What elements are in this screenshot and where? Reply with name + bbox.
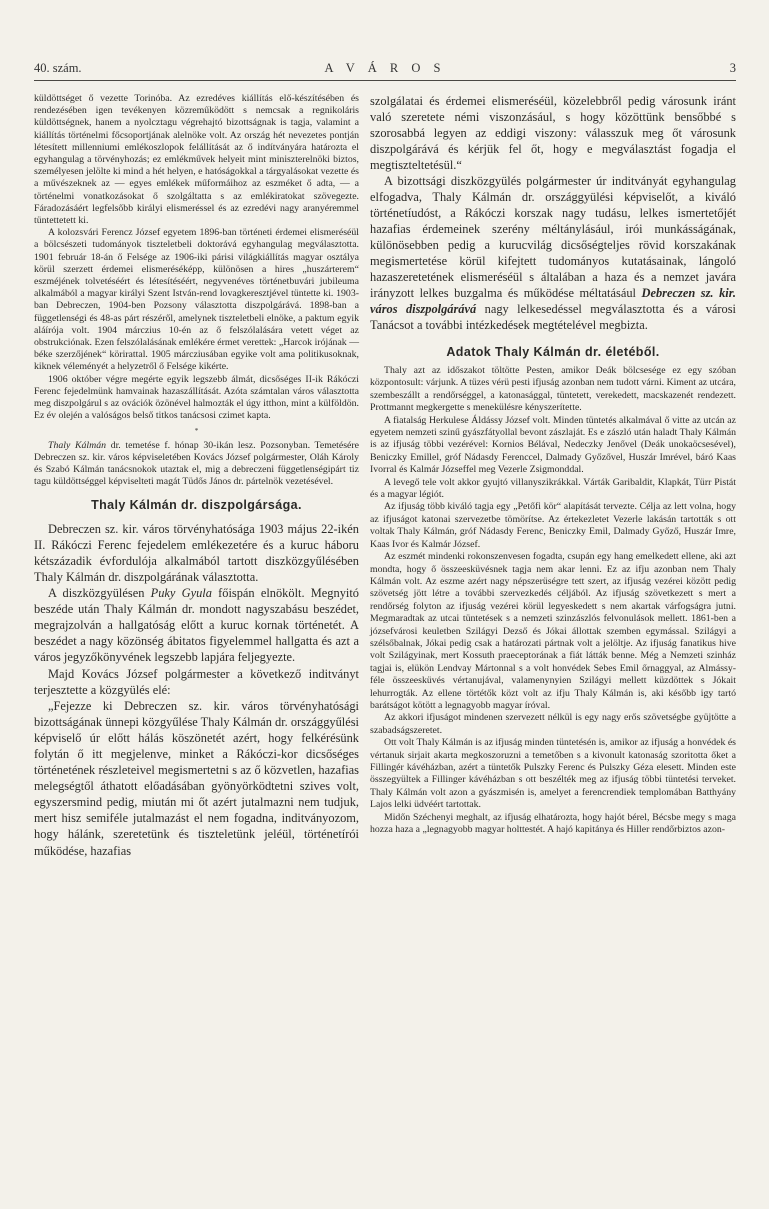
life-paragraph-3: A levegő tele volt akkor gyujtó villanyszikrákkal. Várták Garibaldit, Klapkát, Türr Pistát és a magyar légiót. — [370, 476, 736, 501]
page-number: 3 — [729, 61, 736, 75]
left-paragraph-6: Majd Kovács József polgármester a következő inditványt terjesztette a közgyülés elé: — [34, 666, 359, 697]
death-notice — [34, 440, 359, 489]
life-paragraph-5: Az eszmét mindenki rokonszenvesen fogadta, csupán egy hang emelkedett ellene, aki azt mondta, hogy ő összeesküvésnek tagja nem akar lenni. Ez az ifju azonban nem Thaly Kálmán volt. Az eszme azért nagy népszerüségre tett szert, az ifjuság vezérei között pedig szövetség jött létre a további szervezkedés céljából. Az ifjuság szövetkezett s mert a rendőrség folyton az ifjuság vezérei körül legyeskedett s nem akartak várfogságra jutni. Megmaradtak az utcai tüntetések s a nemzeti szinzászlós felvonulások mellett. 1861-ben a józsefvárosi keuletben Szilágyi Dezső és Jókai állottak szemben egymással. Szilágyi a szélsőbalnak, Jókai pedig csak a határozati pártnak volt a jelöltje. Az ifjuság fanatikus hive volt Szilágyinak, mert Kossuth praeceptorának a fiát látták benne. Még a Nemzeti szinház tagjai is, elükön Lendvay Mártonnal s a volt honvédek Sebes Emil őrnaggyal, az Almássy-féle összeesküvés vértanujával, valamenynyien Szilágyi mellett küzdöttek s Jókait lehurrogták. Az ellene törtétők közt volt az ifju Thaly Kálmán is, aki később igy tartó barátságot kötött a legnagyobb magyar íróval. — [370, 551, 736, 711]
section-heading-life-data: Adatok Thaly Kálmán dr. életéből. — [446, 345, 660, 359]
left-paragraph-5-start: A diszközgyülésen — [48, 586, 145, 601]
section-heading-honorary-citizenship: Thaly Kálmán dr. diszpolgársága. — [91, 497, 302, 512]
issue-number: 40. szám. — [34, 61, 82, 75]
right-paragraph-2-start: A bizottsági diszközgyülés polgármester úr inditványát egyhangulag elfogadva, Thaly Kálmán dr. országgyülési képviselőt, a kiváló történetíudóst, a Rákóczi korszak nagy tudásu, lelkes ismertetőjét hazafias érdemeinek szerény méltánylásául, irói munkásságának, különösebben pedig a kurucvilág dicsőségteljes rövid korszakának megismertetése körül kifejtett tudományos kutatásainak, lángoló hazaszeretetének elismeréséül s általában a haza és a nemzet javára irányzott lelkes buzgalma és működése méltatásául — [370, 174, 736, 300]
section-separator: * — [194, 427, 199, 436]
honorary-citizen-title: Debreczen sz. kir. város diszpolgárává — [370, 286, 736, 316]
right-paragraph-1: szolgálatai és érdemei elismeréséül, közelebbről pedig városunk iránt való szeretete némi viszonzásául, s hogy közöttünk bensőbbé s szorosabbá legyen az eddigi viszony: válasszuk meg őt városunk diszpolgárává és kérjük fel őt, hogy e megválasztást fogadja el megtiszteltetésül.“ — [370, 94, 736, 172]
death-notice-name: Thaly Kálmán — [48, 439, 107, 451]
left-column — [34, 93, 359, 859]
life-paragraph-6: Az akkori ifjuságot mindenen szervezett nélkül is egy nagy erős szövetségbe gyüjtötte a szabadságszeretet. — [370, 712, 736, 736]
life-paragraph-1: Thaly azt az időszakot töltötte Pesten, amikor Deák bölcsesége ez egy szóban központosult: várjunk. A tüzes vérü pesti ifjuság azonban nem tudott várni. Kiment az utcára, szembeszállt a rendőrséggel, a katonasággal, tüntetett, verekedett, macskazenét rendezett. Prottmannt megkergette s menekülésre kényszerítette. — [370, 365, 736, 414]
newspaper-title: A V Á R O S — [324, 61, 446, 75]
right-column — [370, 93, 736, 836]
life-paragraph-8: Midőn Széchenyi meghalt, az ifjuság elhatározta, hogy hajót bérel, Bécsbe megy s maga hozza haza a „legnagyobb magyar holttestét. A hajó kapitánya és Hiller rendőrbiztos azon- — [370, 811, 736, 836]
life-paragraph-7: Ott volt Thaly Kálmán is az ifjuság minden tüntetésén is, amikor az ifjuság a honvédek és vértanuk sirjait akarta megkoszoruzni a temetőben s a kivonult katonaság szoritotta őket a Fillingér kávéházban, azért a tüntetők Pulszky Ferenc és Pulszky Géza elesett. Minden este összegyültek a Fillinger kávéházban s ott beszélték meg az ifjuság többi tüntetési terveket. Thaly Kálmán volt azon a gyászmisén is, amelyet a ferencrendiek templomában Batthyány Lajos lelki üdvéért tartottak. — [370, 737, 736, 811]
left-paragraph-5-rest: főispán elnökölt. Megnyitó beszéde után Thaly Kálmán dr. mondott nagyszabásu beszédet, megrajzolván a hallgatóság előtt a kuruc kornak történetét. A beszédet a nagy közönség ábitatos figyelemmel hallgatta és azt a város jegyzőkönyvének legszebb lapjára feljegyezte. — [34, 586, 359, 665]
life-paragraph-2: A fiatalság Herkulese Áldássy József volt. Minden tüntetés alkalmával ő vitte az utcán az egyetem nemzeti szinű gyászfátyollal bevont zászlaját. Es e zászló után haladt Thaly Kálmán is az ifjuság többi vezérével: Kornios Bélával, Nedeczky Jenővel (Deák unokaöcsesével), Beniczky Emillel, gróf Nádasdy Ferenccel, Dalmady Győzővel, Huszár Imrével, báró Kaas Ivorral és Kalmár Józseffel meg Vezerle Zsigmonddal. — [370, 414, 736, 476]
page-header — [34, 58, 736, 81]
death-notice-text: dr. temetése f. hónap 30-ikán lesz. Pozsonyban. Temetésére Debreczen sz. kir. város képviseletében Kovács József polgármester, Oláh Károly és Szabó Kálmán tanácsnokok utaztak el, mig a debreczeni függetlenségipárt tiz tagu küldöttséggel képviselteti magát Tüdős János dr. pártelnök vezetésével. — [34, 439, 360, 488]
left-paragraph-4: Debreczen sz. kir. város törvényhatósága 1903 május 22-ikén II. Rákóczi Ferenc fejedelem emlékezetére és a kuruc háboru kétszázadik évfordulója alkalmából tartott diszközgyűlésében Thaly Kálmán dr. diszpolgárának választotta. — [34, 521, 359, 584]
right-paragraph-2 — [370, 173, 736, 333]
left-paragraph-1: küldöttséget ő vezette Torinóba. Az ezredéves kiállítás elő-készítésében és rendezésében igen tevékenyen közreműködött s nemcsak a regnikoláris küldöttségnek, hanem a nyolcztagu végrehajtó bizottságnak is tagja, valamint a kiállítás történelmi főcsoportjának alelnöke volt. Az ország hét nevezetes pontján létesített millenniumi emlékoszlopok felállítását az ő indítványára határozta el egyhangulag a törvényhozás; ez emlékművek helyeit mint miniszterelnöki biztos, személyesen jelölte ki mind a hét helyen, e hatóságokkal a tárgyalásokat vezette és a művészeknek az — egyes emlékek műformáihoz az eszméket ő adta, — a történelmi vonatkozásokat ő szolgáltatta s az emlékiratokat szövegezte. Fáradozásáért legfelsőbb királyi elismeréssel és az ezredévi nagy aranyéremmel tüntettetett ki. — [34, 93, 359, 227]
left-paragraph-2: A kolozsvári Ferencz József egyetem 1896-ban történeti érdemei elismeréséül a bölcsészeti tudományok tiszteletbeli doktorává egyhangulag megválasztotta. 1901 február 18-án ő Felsége az 1906-iki párisi világkiállítás magyar osztálya körül szerzett érdemei elismeréséképp, különösen a hires „huszárterem“ eszméjének tolvetéséért és létesítéséért, negyvenéves történetbuvári jubileuma alkalmából a magyar királyi Szent István-rend lovagkeresztjével tüntette ki. 1903-ban Debreczen, 1904-ben Pozsony választotta diszpolgárává. 1898-ban a függetlenségi és 48-as párt részéről, amelynek tiszteletbeli elnöke, a paktum egyik aláírója volt. 1904 márczius 10-én az ő felszólalására vetett véget az obstrukciónak. Ezen felszólalásának emlékére érmet verettek: „Harcok irójának — béke szerzőjének“ körirattal. 1905 márcziusában egyike volt ama politikusoknak, kiknek véleményét a helyzetről ő Felsége kikérte. — [34, 227, 359, 373]
left-paragraph-7: „Fejezze ki Debreczen sz. kir. város törvényhatósági bizottságának ünnepi közgyűlése Thaly Kálmán dr. országgyűlési képviselő úr előtt hálás köszönetét azért, hogy felkérésünk folytán ő itt megjelenve, minket a Rákóczi-kor dicsőséges történetének részleteivel megismertetni s az ő közvetlen, hazafias melegségtől áthatott előadásában gyönyörködtetni szives volt, egyszersmind pedig, miután mi őt azért jutalmazni nem tudjuk, mert hisz semiféle jutalmazást el nem fogadna, inditványozom, hogy hálánk, szeretetünk és tiszteletünk jeléül, történetírói működése, hazafias — [34, 698, 359, 858]
life-paragraph-4: Az ifjuság több kiváló tagja egy „Petőfi kör“ alapítását tervezte. Célja az lett volna, hogy az ifjuságot katonai szervezetbe tömörítse. Az értekezletet Vezerle lakásán tartották s ott voltak Thaly Kálmán, gróf Nádasdy Ferenc, Beniczky Emil, Dalmady Győző, Huszár Imre, Kaas Ivor és Kalmár József. — [370, 501, 736, 550]
prefect-name: Puky Gyula — [150, 586, 212, 601]
left-paragraph-5 — [34, 585, 359, 665]
left-paragraph-3: 1906 október végre megérte egyik legszebb álmát, dicsőséges II-ik Rákóczi Ferenc fejedelmünk hamvainak hazaszállítását. Azóta számtalan város választotta meg diszpolgárul s az ovációk özönével halmozták el úgy itthon, mint a külföldön. Ez év olején a valóságos belső titkos tanácsosi czimet kapta. — [34, 373, 359, 422]
right-paragraph-2-end: nagy lelkesedéssel megválasztotta és a városi Tanácsot a további intézkedések megtételével megbizta. — [370, 302, 736, 332]
